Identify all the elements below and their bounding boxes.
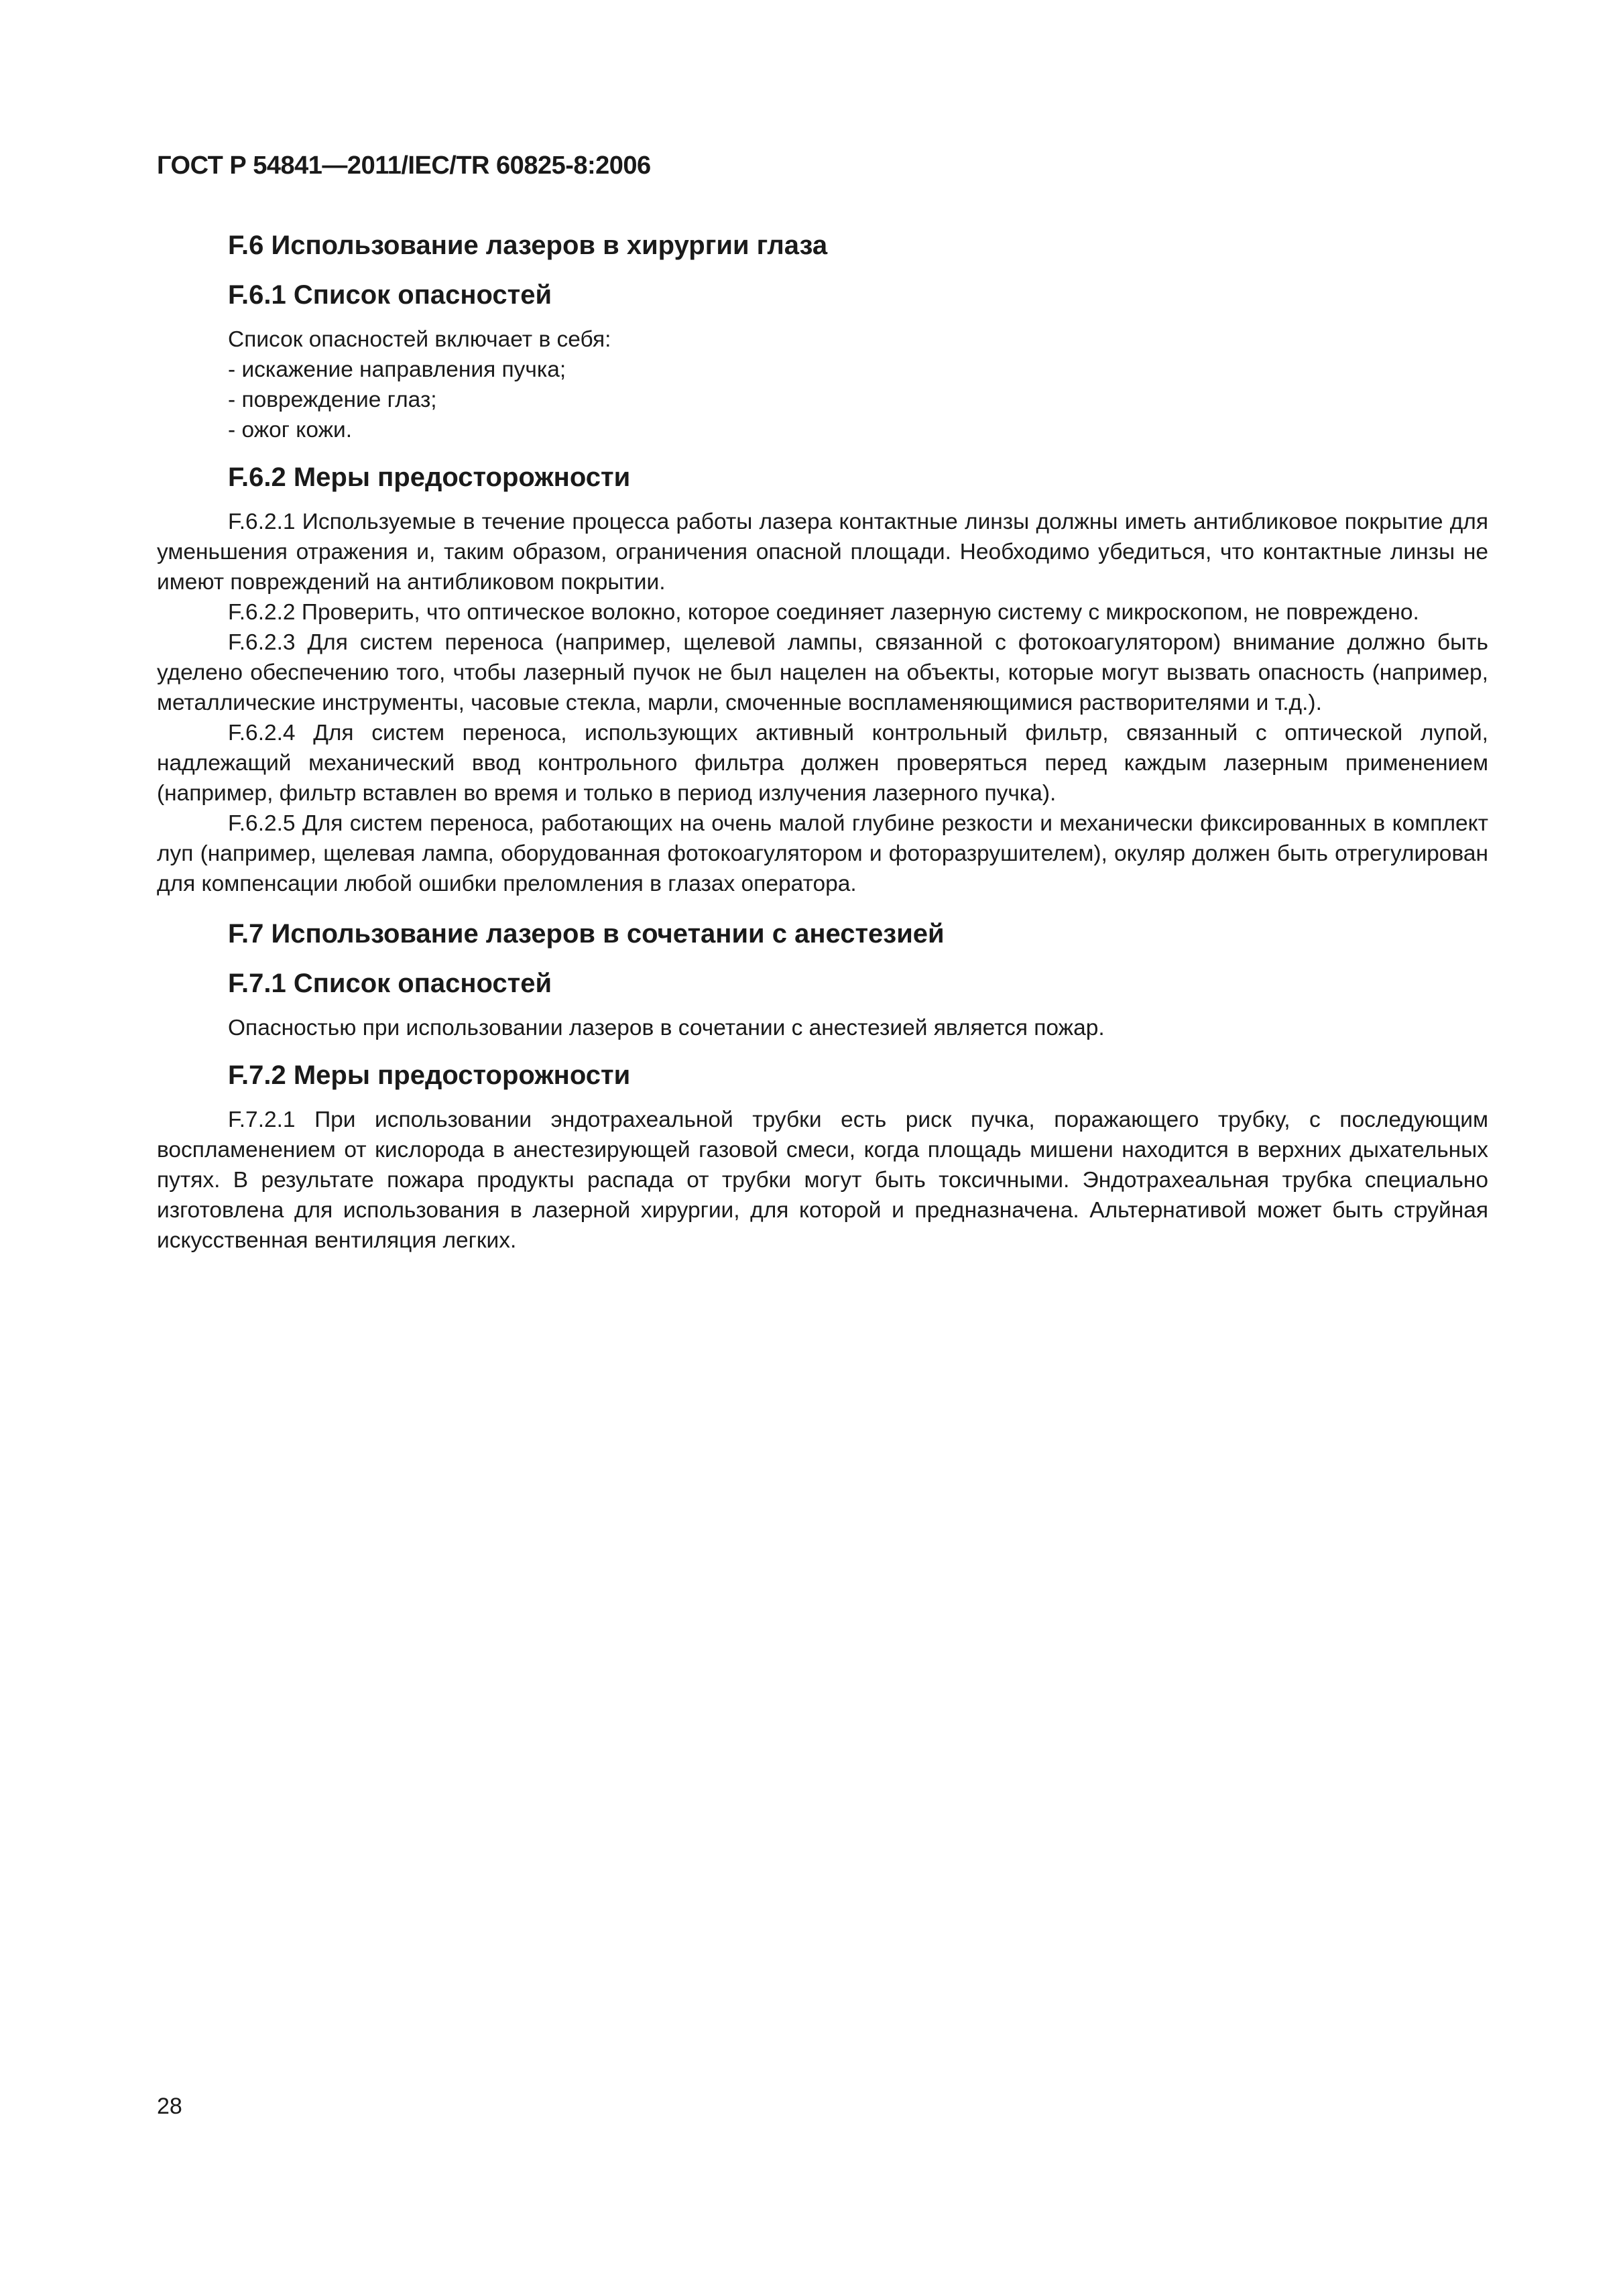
paragraph-f6-2-1: F.6.2.1 Используемые в течение процесса работы лазера контактные линзы должны иметь антибликовое покрытие для уменьшения отражения и, таким образом, ограничения опасной площади. Необходимо убедиться, что контактные линзы не имеют повреждений на антибликовом покрытии. (157, 509, 1488, 595)
section-f7-2-title: F.7.2 Меры предосторожности (228, 1061, 631, 1090)
list-item: - повреждение глаз; (228, 387, 437, 412)
section-f7-title: F.7 Использование лазеров в сочетании с анестезией (228, 919, 945, 949)
hazard-text-f7: Опасностью при использовании лазеров в сочетании с анестезией является пожар. (228, 1016, 1105, 1040)
section-f7-1-title: F.7.1 Список опасностей (228, 969, 552, 998)
page-number: 28 (157, 2094, 182, 2119)
list-item: - ожог кожи. (228, 418, 353, 442)
document-body (157, 228, 1488, 1256)
section-f6-1-title: F.6.1 Список опасностей (228, 280, 552, 310)
section-f6-title: F.6 Использование лазеров в хирургии глаза (228, 231, 828, 260)
hazard-list-intro: Список опасностей включает в себя: (228, 327, 611, 352)
document-standard-header: ГОСТ Р 54841—2011/IEC/TR 60825-8:2006 (157, 152, 651, 180)
hazard-list-f6 (228, 324, 1488, 445)
paragraph-f6-2-3: F.6.2.3 Для систем переноса (например, щелевой лампы, связанной с фотокоагулятором) внимание должно быть уделено обеспечению того, чтобы лазерный пучок не был нацелен на объекты, которые могут вызвать опасность (например, металлические инструменты, часовые стекла, марли, смоченные воспламеняющимися растворителями и т.д.). (157, 630, 1488, 715)
list-item: - искажение направления пучка; (228, 357, 566, 382)
paragraph-f6-2-4: F.6.2.4 Для систем переноса, использующих активный контрольный фильтр, связанный с оптической лупой, надлежащий механический ввод контрольного фильтра должен проверяться перед каждым лазерным применением (например, фильтр вставлен во время и только в период излучения лазерного пучка). (157, 721, 1488, 806)
paragraph-f6-2-5: F.6.2.5 Для систем переноса, работающих на очень малой глубине резкости и механически фиксированных в комплект луп (например, щелевая лампа, оборудованная фотокоагулятором и фоторазрушителем), окуляр должен быть отрегулирован для компенсации любой ошибки преломления в глазах оператора. (157, 811, 1488, 896)
paragraph-f7-2-1: F.7.2.1 При использовании эндотрахеальной трубки есть риск пучка, поражающего трубку, с последующим воспламенением от кислорода в анестезирующей газовой смеси, когда площадь мишени находится в верхних дыхательных путях. В результате пожара продукты распада от трубки могут быть токсичными. Эндотрахеальная трубка специально изготовлена для использования в лазерной хирургии, для которой и предназначена. Альтернативой может быть струйная искусственная вентиляция легких. (157, 1107, 1488, 1253)
paragraph-f6-2-2: F.6.2.2 Проверить, что оптическое волокно, которое соединяет лазерную систему с микроскопом, не повреждено. (228, 600, 1419, 625)
section-f6-2-title: F.6.2 Меры предосторожности (228, 463, 631, 492)
